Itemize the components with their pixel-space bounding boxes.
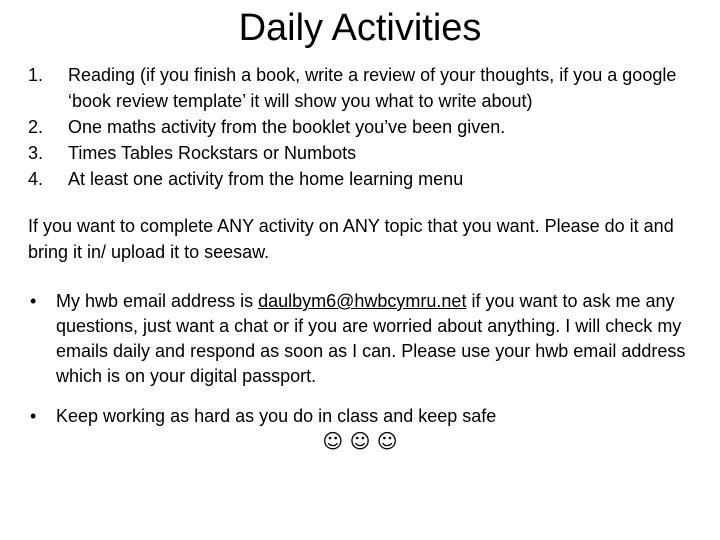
list-item-text: Reading (if you finish a book, write a review of your thoughts, if you a google ‘book review template’ it will show you what to write about) — [68, 65, 677, 111]
page-title: Daily Activities — [238, 7, 482, 49]
email-link[interactable]: daulbym6@hwbcymru.net — [258, 291, 467, 311]
list-item-text: One maths activity from the booklet you’ve been given. — [68, 117, 506, 137]
bullet-text-before: My hwb email address is — [56, 291, 259, 311]
bullet-marker: • — [30, 291, 37, 311]
bullet-text-after: if you want to ask me any questions, just want a chat or if you are worried about anything. I will check my emails daily and respond as soon as I can. Please use your hwb email address which is on your digital passport. — [56, 291, 686, 386]
keep-safe-bullet — [28, 404, 708, 429]
list-item-text: At least one activity from the home learning menu — [68, 169, 464, 189]
list-item — [28, 114, 708, 140]
bullet-marker: • — [30, 406, 37, 426]
list-item — [28, 62, 708, 114]
list-item — [28, 166, 708, 192]
instructions-paragraph: If you want to complete ANY activity on ANY topic that you want. Please do it and bring it in/ upload it to seesaw. — [28, 216, 674, 262]
list-item-text: Times Tables Rockstars or Numbots — [68, 143, 357, 163]
bullet-text: Keep working as hard as you do in class and keep safe — [56, 406, 497, 426]
bullet-text — [56, 289, 708, 389]
list-number: 3. — [28, 143, 44, 163]
list-number: 4. — [28, 169, 44, 189]
list-number: 2. — [28, 117, 44, 137]
email-bullet — [28, 289, 708, 389]
activity-list — [28, 62, 708, 192]
smiley-icons: ☺ ☺ ☺ — [322, 429, 398, 453]
list-item — [28, 140, 708, 166]
list-number: 1. — [28, 65, 44, 85]
